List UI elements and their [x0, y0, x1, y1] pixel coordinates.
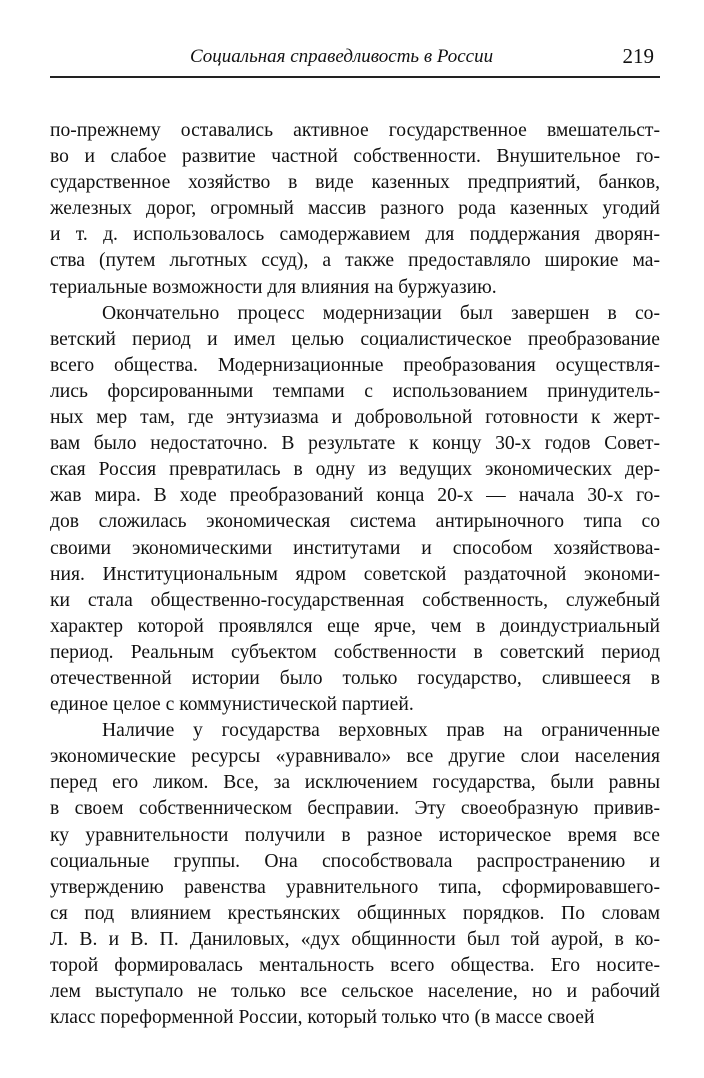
text-line: дов сложилась экономическая система антирыночного типа со: [50, 511, 660, 533]
text-line: ства (путем льготных ссуд), а также предоставляло широкие ма-: [50, 250, 660, 272]
text-line: териальные возможности для влияния на буржуазию.: [50, 276, 497, 298]
text-line: вам было недостаточно. В результате к концу 30-х годов Совет-: [50, 433, 660, 455]
text-line: класс пореформенной России, который только что (в массе своей: [50, 1007, 595, 1029]
text-line: Наличие у государства верховных прав на ограниченные: [102, 720, 660, 742]
text-line: перед его ликом. Все, за исключением государства, были равны: [50, 772, 660, 794]
running-header: [50, 44, 660, 78]
text-line: ния. Институциональным ядром советской раздаточной экономи-: [50, 563, 660, 585]
text-line: сударственное хозяйство в виде казенных предприятий, банков,: [50, 172, 660, 194]
text-line: ных мер там, где энтузиазма и добровольной готовности к жерт-: [50, 407, 660, 429]
text-line: Л. В. и В. П. Даниловых, «дух общинности был той аурой, в ко-: [50, 928, 660, 950]
text-line: жав мира. В ходе преобразований конца 20-х — начала 30-х го-: [50, 485, 660, 507]
text-line: ки стала общественно-государственная собственность, служебный: [50, 589, 660, 611]
text-line: отечественной истории было только государство, слившееся в: [50, 667, 660, 689]
text-line: лись форсированными темпами с использованием принудитель-: [50, 380, 660, 402]
text-line: всего общества. Модернизационные преобразования осуществля-: [50, 354, 660, 376]
text-line: своими экономическими институтами и способом хозяйствова-: [50, 537, 660, 559]
text-line: ку уравнительности получили в разное историческое время все: [50, 824, 660, 846]
text-line: период. Реальным субъектом собственности в советский период: [50, 641, 660, 663]
text-line: по-прежнему оставались активное государственное вмешательст-: [50, 120, 660, 141]
text-line: характер которой проявлялся еще ярче, чем в доиндустриальный: [50, 615, 660, 637]
text-line: утверждению равенства уравнительного типа, сформировавшего-: [50, 876, 660, 898]
text-line: ся под влиянием крестьянских общинных порядков. По словам: [50, 902, 660, 924]
text-line: ветский период и имел целью социалистическое преобразование: [50, 328, 660, 350]
text-line: лем выступало не только все сельское население, но и рабочий: [50, 981, 660, 1003]
text-line: единое целое с коммунистической партией.: [50, 694, 414, 716]
paragraph: [50, 718, 660, 1031]
text-line: и т. д. использовалось самодержавием для поддержания дворян-: [50, 224, 660, 246]
text-line: в своем собственническом бесправии. Эту своеобразную привив-: [50, 798, 660, 820]
running-title: Социальная справедливость в России: [190, 46, 494, 67]
paragraph: [50, 301, 660, 719]
text-line: во и слабое развитие частной собственности. Внушительное го-: [50, 146, 660, 168]
paragraph: [50, 118, 660, 301]
text-line: Окончательно процесс модернизации был завершен в со-: [102, 302, 660, 324]
text-line: ская Россия превратилась в одну из ведущих экономических дер-: [50, 459, 660, 481]
text-line: торой формировалась ментальность всего общества. Его носите-: [50, 955, 660, 976]
body-text: [50, 118, 660, 1031]
text-line: социальные группы. Она способствовала распространению и: [50, 850, 660, 872]
text-line: экономические ресурсы «уравнивало» все другие слои населения: [50, 746, 660, 768]
text-line: железных дорог, огромный массив разного рода казенных угодий: [50, 198, 660, 220]
page-number: 219: [622, 44, 654, 68]
